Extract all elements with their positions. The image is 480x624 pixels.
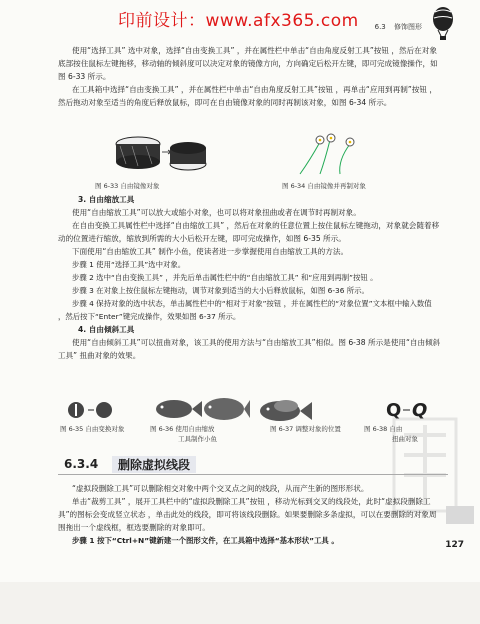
letter-q-skewed: Q bbox=[412, 400, 428, 421]
figure-6-36-fish bbox=[150, 394, 250, 424]
figure-caption: 图 6-38 自由 bbox=[364, 425, 403, 433]
subsection-title: 4. 自由倾斜工具 bbox=[78, 325, 135, 334]
step-3: 步骤 3 在对象上按住鼠标左键拖动，调节对象到适当的大小后释放鼠标，如图 6-36 所示。 bbox=[72, 286, 369, 295]
header-section-name: 修饰图形 bbox=[394, 23, 422, 31]
paragraph: 使用“自由缩放工具”可以放大或缩小对象，也可以将对象扭曲或者在调节时再制对象。 bbox=[72, 208, 361, 217]
figure-caption: 图 6-35 自由变换对象 bbox=[60, 425, 125, 433]
drum-mirrored-icon bbox=[170, 142, 206, 170]
figure-caption: 图 6-37 调整对象的位置 bbox=[270, 425, 341, 433]
figure-caption: 工具制作小鱼 bbox=[178, 435, 217, 443]
intro-paragraphs bbox=[58, 44, 441, 109]
header-section-number: 6.3 bbox=[374, 23, 386, 31]
figure-caption: 图 6-33 自由镜像对象 bbox=[95, 182, 160, 190]
paragraph: 在自由变换工具属性栏中选择“自由缩放工具” ，然后在对象的任意位置上按住鼠标左键拖动，对象就会随着移动的位置进行缩放，缩放到所需的大小后松开左键，即可完成操作，如图 6-35 所示。 bbox=[58, 221, 440, 243]
step-1: 步骤 1 使用“选择工具”选中对象。 bbox=[72, 260, 186, 269]
balloon-logo-icon bbox=[430, 6, 456, 42]
step-4: 步骤 4 保持对象的选中状态，单击属性栏中的“相对于对象”按钮 ，并在属性栏的“对象位置”文本框中输入数值 ，然后按下“Enter”键完成操作，效果如图 6-37 所示。 bbox=[58, 299, 432, 321]
section-delete-virtual-segment bbox=[58, 482, 441, 547]
figure-caption: 图 6-36 使用自由缩放 bbox=[150, 425, 215, 433]
step-2: 步骤 2 选中“自由变换工具” ，并先后单击属性栏中的“自由缩放工具” 和“应用到再制”按钮 。 bbox=[72, 273, 378, 282]
figure-caption: 图 6-34 自由镜像并再制对象 bbox=[282, 182, 366, 190]
drum-original-icon bbox=[116, 137, 160, 169]
figure-6-37-fish bbox=[256, 394, 324, 424]
watermark-text: 印前设计：www.afx365.com bbox=[118, 11, 359, 31]
page-side-tab bbox=[446, 506, 474, 524]
page-number: 127 bbox=[445, 540, 464, 550]
paragraph: 使用“自由倾斜工具”可以扭曲对象，该工具的使用方法与“自由缩放工具”相似。图 6-38 所示是使用“自由倾斜工具” 扭曲对象的效果。 bbox=[58, 338, 441, 360]
paragraph: 下面使用“自由缩放工具” 制作小鱼，使读者进一步掌握使用自由缩放工具的方法。 bbox=[72, 247, 349, 256]
fish-small-icon bbox=[156, 400, 202, 418]
figure-caption: 扭曲对象 bbox=[392, 435, 418, 443]
section-number: 6.3.4 bbox=[64, 457, 99, 471]
fish-large-icon bbox=[204, 398, 250, 420]
figure-6-33-drums bbox=[112, 130, 208, 178]
section-title: 删除虚拟线段 bbox=[112, 456, 196, 473]
fish-group-icon bbox=[260, 400, 312, 421]
page-bottom-margin bbox=[0, 582, 480, 624]
paragraph: 使用“选择工具” 选中对象，选择“自由变换工具” ，并在属性栏中单击“自由角度反射工具”按钮 ，然后在对象底部按住鼠标左键拖移，移动轴的倾斜度可以决定对象的镜像方向，方向确定后松开左键，即可完成镜像操作，如图 6-33 所示。 bbox=[58, 46, 438, 81]
step-1: 步骤 1 按下“Ctrl+N”键新建一个图形文件，在工具箱中选择“基本形状”工具 。 bbox=[72, 536, 339, 545]
figure-6-34-flowers bbox=[290, 130, 360, 178]
figure-6-35-icons bbox=[66, 396, 114, 424]
paragraph: 单击“裁剪工具” ，展开工具栏中的“虚拟段删除工具”按钮 ，移动光标到交叉的线段处，此时“虚拟段删除工具”的图标会变成竖立状态 ，单击此处的线段，即可将该线段删除。如果要删除多条虚拟，可以在要删除的对象周围拖出一个虚线框，框选要删除的对象即可。 bbox=[58, 497, 437, 532]
subsection-title: 3. 自由缩放工具 bbox=[78, 195, 135, 204]
section-free-scale bbox=[58, 193, 441, 362]
section-heading bbox=[58, 455, 448, 475]
paragraph: 在工具箱中选择“自由变换工具” ，并在属性栏中单击“自由角度反射工具”按钮 ，再单击“应用到再制”按钮 ，然后拖动对象至适当的角度后释放鼠标，即可在自由镜像对象的同时再制该对象，如图 6-34 所示。 bbox=[58, 85, 437, 107]
running-header bbox=[375, 22, 422, 32]
paragraph: “虚拟段删除工具”可以删除相交对象中两个交叉点之间的线段，从而产生新的图形形状。 bbox=[72, 484, 369, 493]
letter-q-original: Q bbox=[386, 400, 402, 421]
